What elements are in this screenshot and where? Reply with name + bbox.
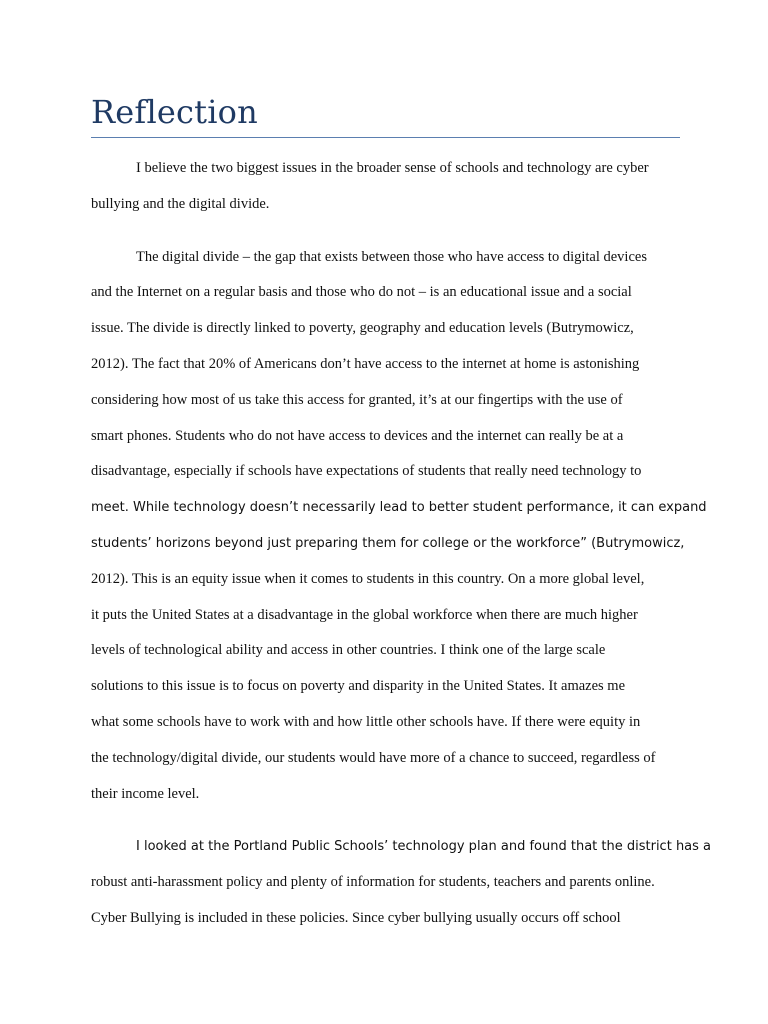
text-line: their income level. [91, 785, 200, 802]
text-line: I believe the two biggest issues in the broader sense of schools and technology are cyber [136, 160, 649, 176]
text-line: smart phones. Students who do not have access to devices and the internet can really be at a [91, 427, 624, 444]
text-line: disadvantage, especially if schools have expectations of students that really need technology to [91, 463, 642, 480]
text-line: the technology/digital divide, our students would have more of a chance to succeed, regardless of [91, 749, 656, 766]
text-line: Cyber Bullying is included in these policies. Since cyber bullying usually occurs off school [91, 909, 621, 926]
text-line: 2012). This is an equity issue when it comes to students in this country. On a more global level, [91, 570, 645, 587]
text-line: robust anti-harassment policy and plenty of information for students, teachers and parents online. [91, 874, 655, 891]
title-underline [91, 137, 680, 138]
text-line: The digital divide – the gap that exists between those who have access to digital devices [136, 248, 647, 265]
paragraph-2 [91, 240, 707, 813]
document-body [91, 151, 712, 954]
paragraph-3 [91, 829, 712, 936]
text-line: considering how most of us take this access for granted, it’s at our fingertips with the use of [91, 391, 623, 408]
text-line: and the Internet on a regular basis and those who do not – is an educational issue and a social [91, 284, 632, 301]
text-line: levels of technological ability and access in other countries. I think one of the large scale [91, 642, 606, 659]
text-line: it puts the United States at a disadvantage in the global workforce when there are much higher [91, 606, 638, 623]
paragraph-1 [91, 151, 683, 223]
page-title: Reflection [91, 93, 258, 131]
text-line: meet. While technology doesn’t necessarily lead to better student performance, it can expand [91, 500, 707, 516]
text-line: issue. The divide is directly linked to poverty, geography and education levels (Butrymowicz, [91, 320, 634, 337]
text-line: I looked at the Portland Public Schools’ technology plan and found that the district has a [136, 839, 712, 855]
text-line: students’ horizons beyond just preparing them for college or the workforce” (Butrymowicz, [91, 535, 685, 551]
text-line: solutions to this issue is to focus on poverty and disparity in the United States. It amazes me [91, 678, 626, 695]
text-line: 2012). The fact that 20% of Americans don’t have access to the internet at home is astonishing [91, 355, 640, 372]
text-line: what some schools have to work with and how little other schools have. If there were equity in [91, 713, 641, 730]
text-line: bullying and the digital divide. [91, 195, 270, 212]
